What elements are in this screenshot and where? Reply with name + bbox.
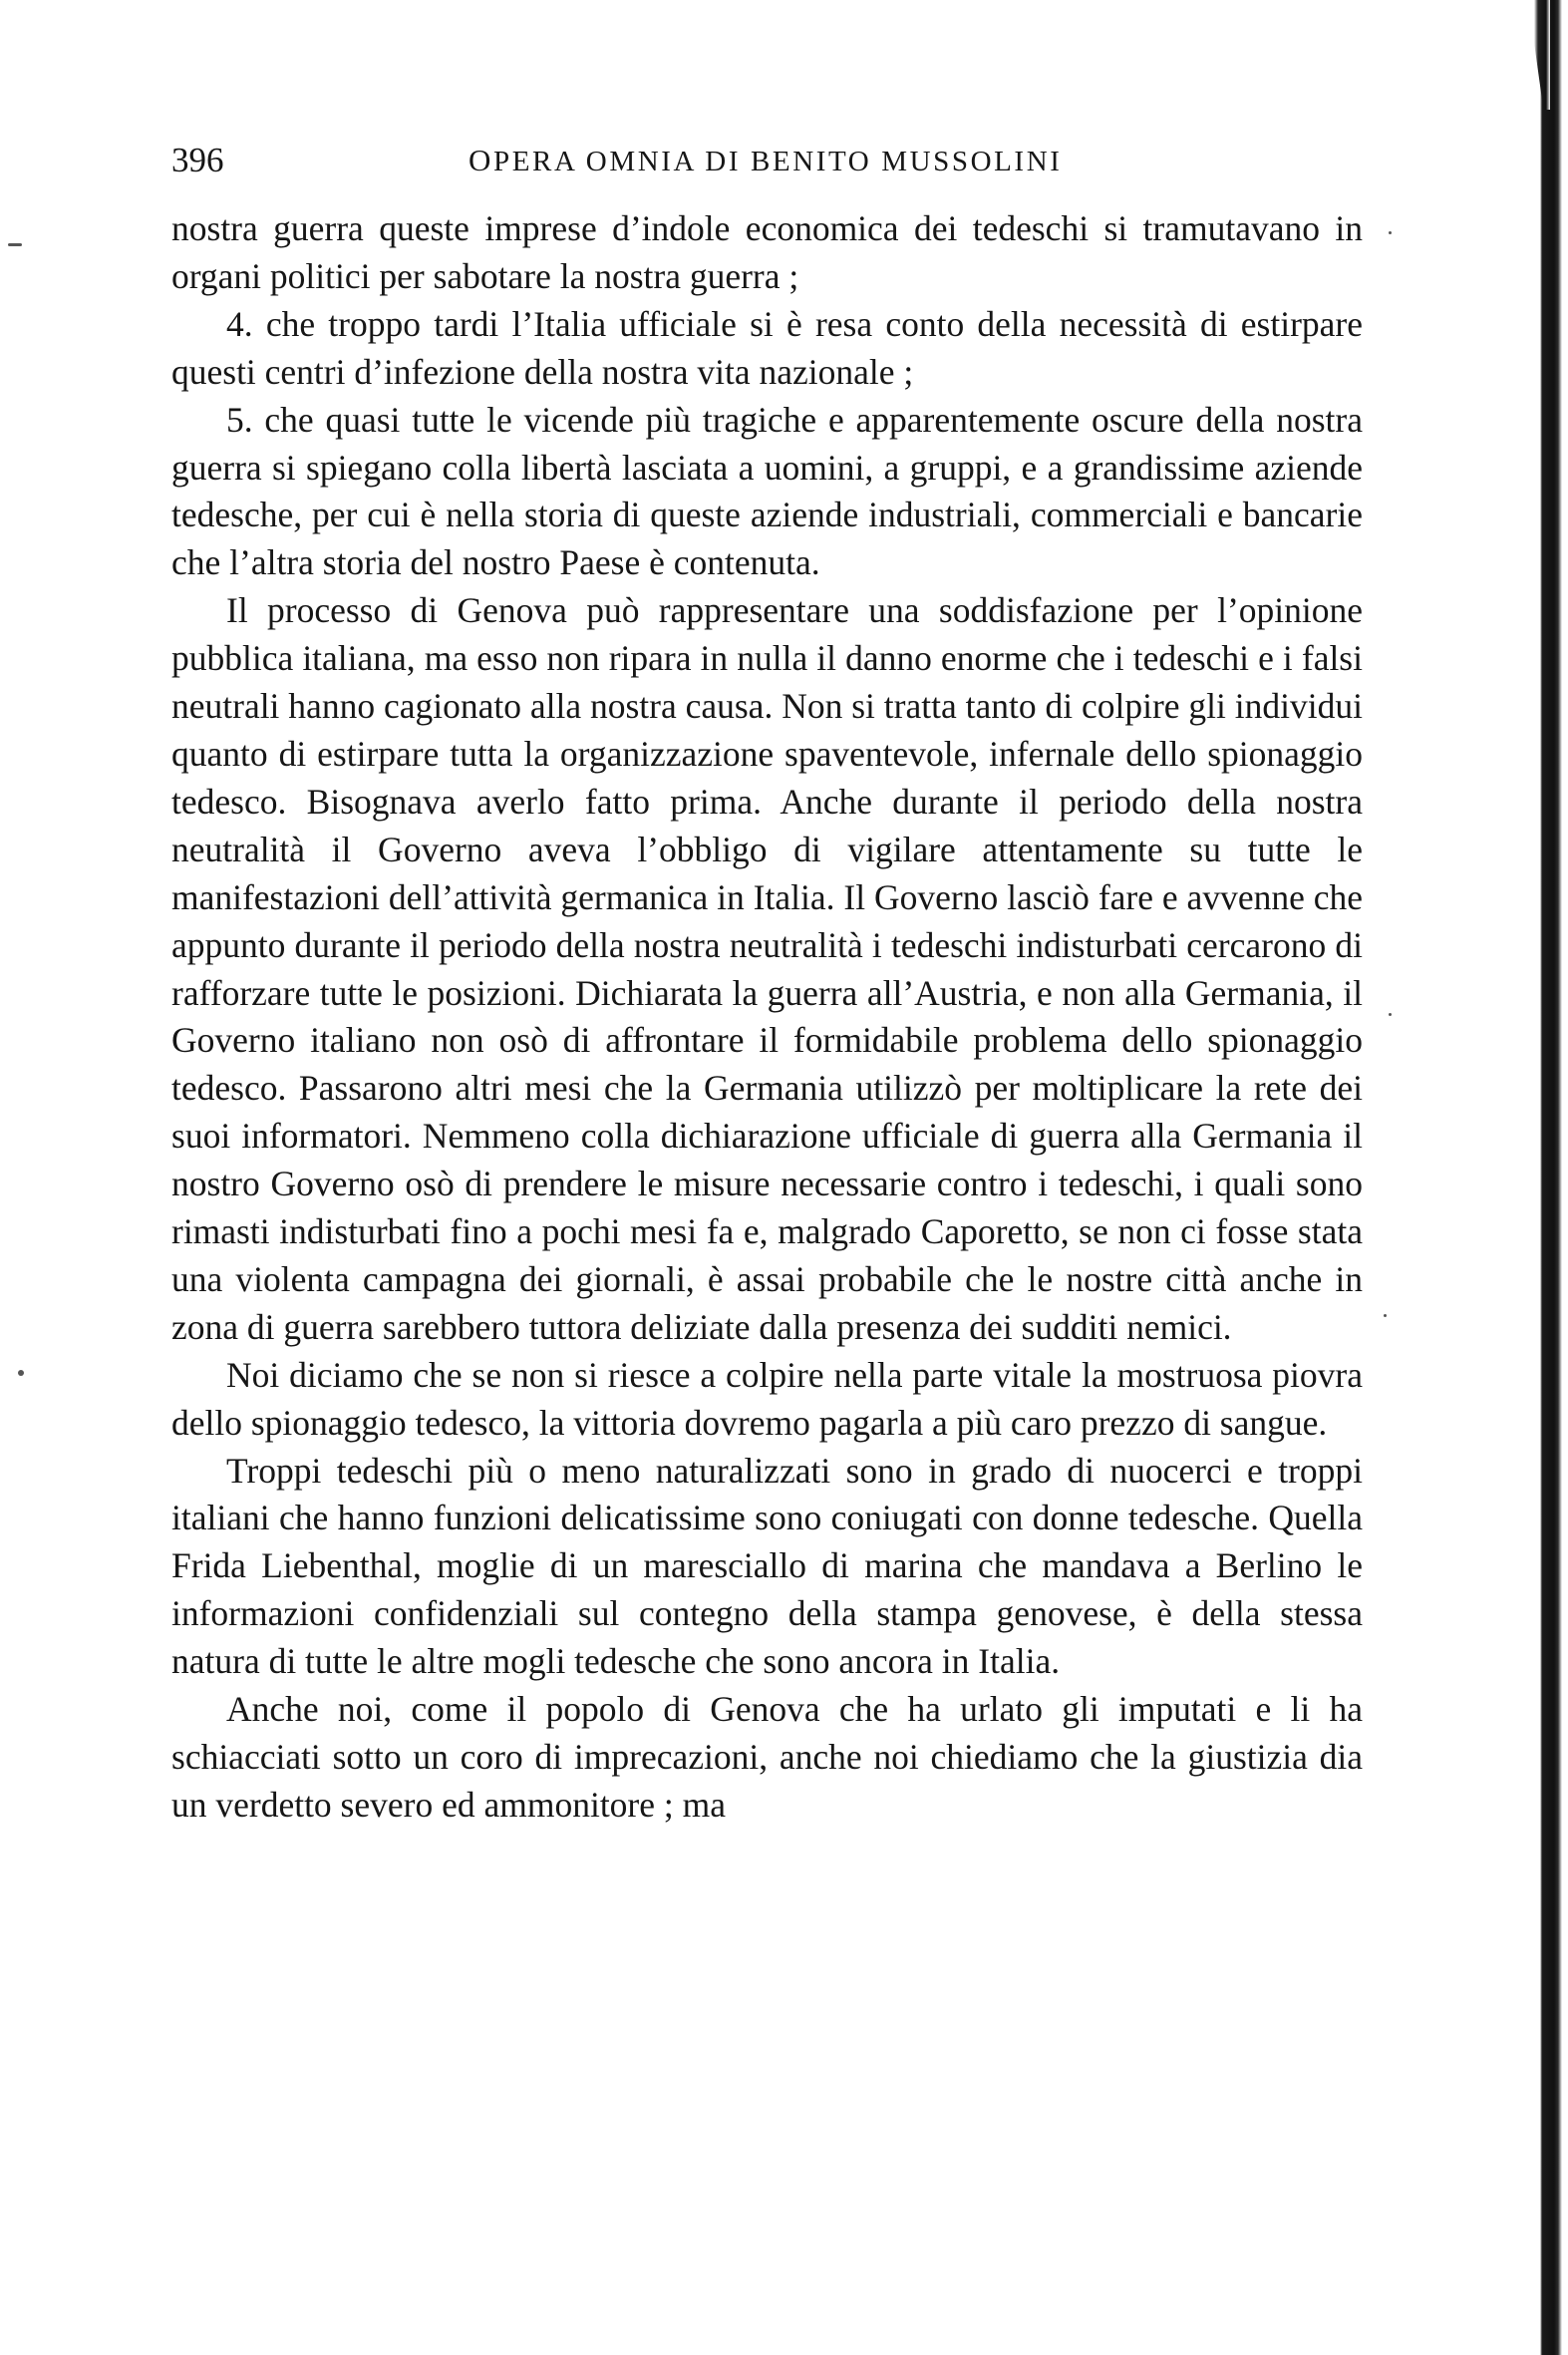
scan-speck [1384,1314,1387,1317]
binding-shadow [1532,0,1568,2355]
paragraph: 5. che quasi tutte le vicende più tragiche e apparentemente oscure della nostra guerra si spiegano colla libertà lasciata a uomini, a gruppi, e a grandissime aziende tedesche, per cui è nella storia di queste aziende industriali, commerciali e bancarie che l’altra storia del nostro Paese è contenuta. [171,399,1363,583]
paragraph: Noi diciamo che se non si riesce a colpire nella parte vitale la mostruosa piovra dello spionaggio tedesco, la vittoria dovremo pagarla a più caro prezzo di sangue. [171,1354,1363,1443]
scan-speck [1389,231,1392,234]
scan-speck [18,1370,24,1376]
paragraph: Il processo di Genova può rappresentare una soddisfazione per l’opinione pubblica italiana, ma esso non ripara in nulla il danno enorme che i tedeschi e i falsi neutrali hanno cagionato alla nostra causa. Non si tratta tanto di colpire gli individui quanto di estirpare tutta la organizzazione spaventevole, infernale dello spionaggio tedesco. Bisognava averlo fatto prima. Anche durante il periodo della nostra neutralità il Governo aveva l’obbligo di vigilare attentamente su tutte le manifestazioni dell’attività germanica in Italia. Il Governo lasciò fare e avvenne che appunto durante il periodo della nostra neutralità i tedeschi indisturbati cercarono di rafforzare tutte le posizioni. Dichiarata la guerra all’Austria, e non alla Germania, il Governo italiano non osò di affrontare il formidabile problema dello spionaggio tedesco. Passarono altri mesi che la Germania utilizzò per moltiplicare la rete dei suoi informatori. Nemmeno colla dichiarazione ufficiale di guerra alla Germania il nostro Governo osò di prendere le misure necessarie contro i tedeschi, i quali sono rimasti indisturbati fino a pochi mesi fa e, malgrado Caporetto, se non ci fosse stata una violenta campagna dei giornali, è assai probabile che le nostre città anche in zona di guerra sarebbero tuttora deliziate dalla presenza dei sudditi nemici. [171,590,1363,1347]
scan-speck [1389,1013,1392,1016]
body-text [171,205,1363,1830]
paragraph: nostra guerra queste imprese d’indole economica dei tedeschi si tramutavano in organi politici per sabotare la nostra guerra ; [171,208,1363,296]
paragraph: Anche noi, come il popolo di Genova che ha urlato gli imputati e li ha schiacciati sotto un coro di imprecazioni, anche noi chiediamo che la giustizia dia un verdetto severo ed ammonitore ; ma [171,1689,1363,1825]
scan-speck [8,243,22,246]
paragraph: 4. che troppo tardi l’Italia ufficiale si è resa conto della necessità di estirpare questi centri d’infezione della nostra vita nazionale ; [171,303,1363,392]
paragraph: Troppi tedeschi più o meno naturalizzati sono in grado di nuocerci e troppi italiani che hanno funzioni delicatissime sono coniugati con donne tedesche. Quella Frida Liebenthal, moglie di un maresciallo di marina che mandava a Berlino le informazioni confidenziali sul contegno della stampa genovese, è della stessa natura di tutte le altre mogli tedesche che sono ancora in Italia. [171,1450,1363,1682]
page-number: 396 [171,141,224,179]
running-header [171,136,1363,185]
running-title: OPERA OMNIA DI BENITO MUSSOLINI [469,143,1063,177]
